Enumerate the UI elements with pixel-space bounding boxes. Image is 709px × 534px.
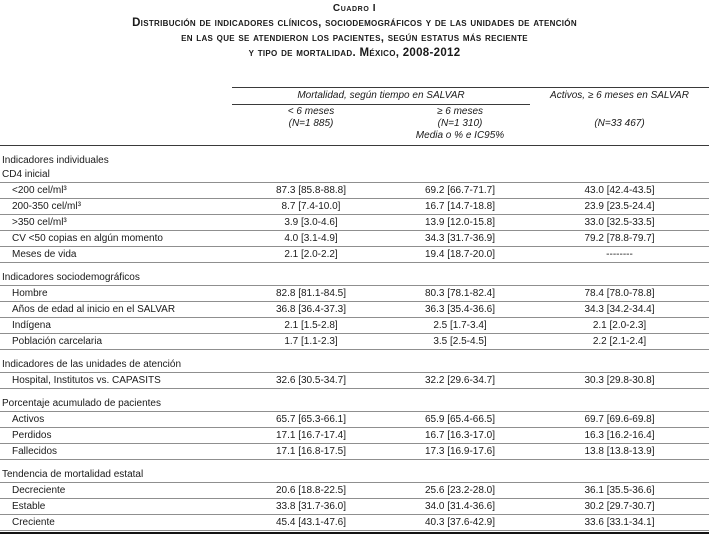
- value-cell: 36.1 [35.5-36.6]: [584, 485, 655, 496]
- value-cell: 69.2 [66.7-71.7]: [424, 185, 496, 196]
- row-label: Población carcelaria: [12, 336, 103, 347]
- value-cell: 13.9 [12.0-15.8]: [424, 217, 496, 228]
- value-cell: 40.3 [37.6-42.9]: [424, 517, 496, 528]
- value-cell: 17.3 [16.9-17.6]: [424, 446, 496, 457]
- value-cell: 2.1 [2.0-2.3]: [592, 320, 647, 331]
- table-row: [0, 247, 709, 263]
- value-cell: 43.0 [42.4-43.5]: [584, 185, 655, 196]
- row-label: Fallecidos: [12, 446, 58, 457]
- row-label: Activos: [12, 414, 45, 425]
- spacer: [0, 106, 232, 118]
- value-cell: 34.3 [34.2-34.4]: [584, 304, 655, 315]
- value-cell: 34.3 [31.7-36.9]: [424, 233, 496, 244]
- value-cell: 30.2 [29.7-30.7]: [584, 501, 655, 512]
- header-sublabel-row: [0, 106, 709, 118]
- row-label: Tendencia de mortalidad estatal: [2, 469, 144, 480]
- table-row: [0, 182, 709, 199]
- table-section-row: [0, 358, 709, 372]
- table-section-row: [0, 397, 709, 411]
- table-row: [0, 372, 709, 389]
- row-label: Indicadores individuales: [2, 155, 109, 166]
- row-label: CD4 inicial: [2, 169, 50, 180]
- header-col2-n: (N=1 310): [437, 118, 483, 129]
- table-row: [0, 444, 709, 460]
- value-cell: 1.7 [1.1-2.3]: [284, 336, 338, 347]
- value-cell: 23.9 [23.5-24.4]: [584, 201, 655, 212]
- value-cell: 3.5 [2.5-4.5]: [433, 336, 487, 347]
- value-cell: 32.2 [29.6-34.7]: [424, 375, 496, 386]
- value-cell: 3.9 [3.0-4.6]: [284, 217, 338, 228]
- table-row: [0, 199, 709, 215]
- row-label: Estable: [12, 501, 46, 512]
- header-col3-n: (N=33 467): [594, 118, 645, 129]
- table-subsection-row: [0, 168, 709, 182]
- table-row: [0, 411, 709, 428]
- value-cell: 87.3 [85.8-88.8]: [275, 185, 347, 196]
- row-label: Indicadores sociodemográficos: [2, 272, 140, 283]
- value-cell: 2.1 [1.5-2.8]: [284, 320, 338, 331]
- table-row: [0, 231, 709, 247]
- header-group-mortalidad: Mortalidad, según tiempo en SALVAR: [232, 87, 530, 105]
- header-group-activos: Activos, ≥ 6 meses en SALVAR: [530, 87, 709, 105]
- header-col2-label: ≥ 6 meses: [436, 106, 484, 117]
- value-cell: 2.1 [2.0-2.2]: [284, 249, 338, 260]
- row-label: >350 cel/ml³: [12, 217, 67, 228]
- value-cell: 2.2 [2.1-2.4]: [592, 336, 647, 347]
- row-label: CV <50 copias en algún momento: [12, 233, 163, 244]
- row-label: Indígena: [12, 320, 51, 331]
- table-section-row: [0, 154, 709, 168]
- table-title-line2: en las que se atendieron los pacientes, según estatus más reciente: [181, 32, 528, 44]
- table-section-row: [0, 468, 709, 482]
- value-cell: 33.8 [31.7-36.0]: [275, 501, 347, 512]
- row-label: Años de edad al inicio en el SALVAR: [12, 304, 176, 315]
- value-cell: 19.4 [18.7-20.0]: [424, 249, 496, 260]
- value-cell: 36.3 [35.4-36.6]: [424, 304, 496, 315]
- table-title-line1: Distribución de indicadores clínicos, sociodemográficos y de las unidades de atención: [132, 17, 577, 29]
- value-cell: 2.5 [1.7-3.4]: [433, 320, 487, 331]
- value-cell: 8.7 [7.4-10.0]: [281, 201, 341, 212]
- value-cell: 33.0 [32.5-33.5]: [584, 217, 655, 228]
- table-header: [0, 87, 709, 146]
- value-cell: 25.6 [23.2-28.0]: [424, 485, 496, 496]
- value-cell: 20.6 [18.8-22.5]: [275, 485, 347, 496]
- header-measure-note: Media o % e IC95%: [415, 130, 505, 141]
- value-cell: 34.0 [31.4-36.6]: [424, 501, 496, 512]
- row-label: Decreciente: [12, 485, 66, 496]
- value-cell: 80.3 [78.1-82.4]: [424, 288, 496, 299]
- value-cell: 13.8 [13.8-13.9]: [584, 446, 655, 457]
- table-caption: [0, 3, 709, 61]
- header-group-row: [0, 87, 709, 105]
- table-row: [0, 285, 709, 302]
- row-label: 200-350 cel/ml³: [12, 201, 81, 212]
- header-n-row: [0, 118, 709, 130]
- value-cell: 69.7 [69.6-69.8]: [584, 414, 655, 425]
- value-cell: 32.6 [30.5-34.7]: [275, 375, 347, 386]
- spacer: [0, 87, 232, 105]
- table-title-line3: y tipo de mortalidad. México, 2008-2012: [248, 47, 461, 59]
- spacer: [0, 130, 232, 142]
- table-row: [0, 428, 709, 444]
- header-note-row: [0, 130, 709, 142]
- table-row: [0, 482, 709, 499]
- value-cell: 16.7 [16.3-17.0]: [424, 430, 496, 441]
- header-col1-n: (N=1 885): [288, 118, 334, 129]
- row-label: Meses de vida: [12, 249, 77, 260]
- table-row: [0, 215, 709, 231]
- row-label: Hombre: [12, 288, 48, 299]
- value-cell: 65.9 [65.4-66.5]: [424, 414, 496, 425]
- table-row: [0, 334, 709, 350]
- value-cell: 78.4 [78.0-78.8]: [584, 288, 655, 299]
- table-body: [0, 154, 709, 531]
- value-cell: 79.2 [78.8-79.7]: [584, 233, 655, 244]
- spacer: [0, 118, 232, 130]
- value-cell: 82.8 [81.1-84.5]: [275, 288, 347, 299]
- table-title: [0, 16, 709, 61]
- value-cell: --------: [606, 249, 633, 260]
- table-row: [0, 499, 709, 515]
- value-cell: 17.1 [16.8-17.5]: [275, 446, 347, 457]
- value-cell: 16.7 [14.7-18.8]: [424, 201, 496, 212]
- table-section-row: [0, 271, 709, 285]
- header-col1-label: < 6 meses: [287, 106, 335, 117]
- value-cell: 65.7 [65.3-66.1]: [275, 414, 347, 425]
- row-label: <200 cel/ml³: [12, 185, 67, 196]
- row-label: Porcentaje acumulado de pacientes: [2, 398, 161, 409]
- row-label: Hospital, Institutos vs. CAPASITS: [12, 375, 161, 386]
- value-cell: 17.1 [16.7-17.4]: [275, 430, 347, 441]
- row-label: Creciente: [12, 517, 55, 528]
- value-cell: 16.3 [16.2-16.4]: [584, 430, 655, 441]
- value-cell: 33.6 [33.1-34.1]: [584, 517, 655, 528]
- value-cell: 30.3 [29.8-30.8]: [584, 375, 655, 386]
- table-row: [0, 318, 709, 334]
- table-number: Cuadro I: [332, 3, 377, 14]
- table-row: [0, 515, 709, 531]
- value-cell: 36.8 [36.4-37.3]: [275, 304, 347, 315]
- value-cell: 4.0 [3.1-4.9]: [284, 233, 338, 244]
- row-label: Perdidos: [12, 430, 52, 441]
- value-cell: 45.4 [43.1-47.6]: [275, 517, 347, 528]
- table-row: [0, 302, 709, 318]
- row-label: Indicadores de las unidades de atención: [2, 359, 182, 370]
